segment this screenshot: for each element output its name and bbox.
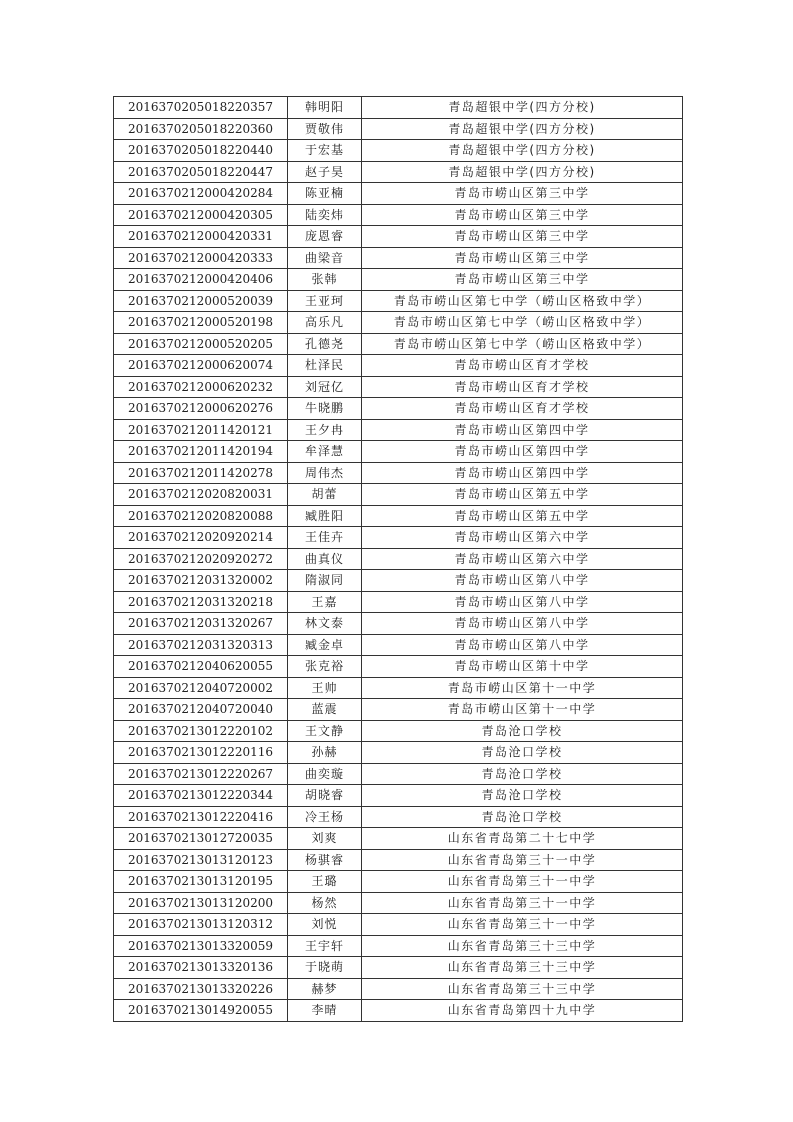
table-row	[114, 398, 683, 420]
registration-number-cell: 2016370213013120195	[114, 871, 288, 893]
school-name-cell: 青岛市崂山区第十一中学	[362, 699, 683, 721]
school-name-cell: 青岛市崂山区第四中学	[362, 419, 683, 441]
roster-body	[114, 97, 683, 1022]
student-name-cell: 王亚珂	[288, 290, 362, 312]
registration-number-cell: 2016370212000420305	[114, 204, 288, 226]
table-row	[114, 462, 683, 484]
school-name-cell: 青岛市崂山区第五中学	[362, 484, 683, 506]
table-row	[114, 140, 683, 162]
table-row	[114, 892, 683, 914]
registration-number-cell: 2016370212000620074	[114, 355, 288, 377]
school-name-cell: 青岛超银中学(四方分校)	[362, 161, 683, 183]
registration-number-cell: 2016370212020920214	[114, 527, 288, 549]
table-row	[114, 333, 683, 355]
table-row	[114, 204, 683, 226]
table-row	[114, 935, 683, 957]
school-name-cell: 青岛市崂山区第三中学	[362, 204, 683, 226]
school-name-cell: 青岛沧口学校	[362, 720, 683, 742]
registration-number-cell: 2016370212011420121	[114, 419, 288, 441]
table-row	[114, 548, 683, 570]
registration-number-cell: 2016370212000520198	[114, 312, 288, 334]
school-name-cell: 山东省青岛第三十三中学	[362, 935, 683, 957]
student-name-cell: 陈亚楠	[288, 183, 362, 205]
student-name-cell: 王夕冉	[288, 419, 362, 441]
student-name-cell: 高乐凡	[288, 312, 362, 334]
registration-number-cell: 2016370212000420331	[114, 226, 288, 248]
registration-number-cell: 2016370212020820031	[114, 484, 288, 506]
table-row	[114, 871, 683, 893]
student-name-cell: 赫梦	[288, 978, 362, 1000]
student-name-cell: 刘冠亿	[288, 376, 362, 398]
registration-number-cell: 2016370212000620232	[114, 376, 288, 398]
school-name-cell: 青岛沧口学校	[362, 742, 683, 764]
student-name-cell: 王帅	[288, 677, 362, 699]
student-name-cell: 李晴	[288, 1000, 362, 1022]
registration-number-cell: 2016370213013320136	[114, 957, 288, 979]
registration-number-cell: 2016370213014920055	[114, 1000, 288, 1022]
student-name-cell: 庞恩睿	[288, 226, 362, 248]
table-row	[114, 591, 683, 613]
registration-number-cell: 2016370213013320059	[114, 935, 288, 957]
school-name-cell: 青岛超银中学(四方分校)	[362, 97, 683, 119]
school-name-cell: 青岛超银中学(四方分校)	[362, 118, 683, 140]
registration-number-cell: 2016370205018220357	[114, 97, 288, 119]
school-name-cell: 山东省青岛第三十一中学	[362, 871, 683, 893]
student-roster-table	[113, 96, 683, 1022]
table-row	[114, 247, 683, 269]
student-name-cell: 林文泰	[288, 613, 362, 635]
table-row	[114, 269, 683, 291]
registration-number-cell: 2016370212000420406	[114, 269, 288, 291]
student-name-cell: 孔德尧	[288, 333, 362, 355]
school-name-cell: 青岛市崂山区第十一中学	[362, 677, 683, 699]
student-name-cell: 张韩	[288, 269, 362, 291]
student-name-cell: 王文静	[288, 720, 362, 742]
student-name-cell: 杨骐睿	[288, 849, 362, 871]
school-name-cell: 山东省青岛第三十三中学	[362, 957, 683, 979]
table-row	[114, 312, 683, 334]
table-row	[114, 763, 683, 785]
table-row	[114, 441, 683, 463]
student-name-cell: 杜泽民	[288, 355, 362, 377]
school-name-cell: 青岛市崂山区第八中学	[362, 634, 683, 656]
student-name-cell: 牟泽慧	[288, 441, 362, 463]
registration-number-cell: 2016370212000420284	[114, 183, 288, 205]
registration-number-cell: 2016370212020820088	[114, 505, 288, 527]
school-name-cell: 青岛市崂山区第三中学	[362, 183, 683, 205]
student-name-cell: 隋淑同	[288, 570, 362, 592]
school-name-cell: 山东省青岛第二十七中学	[362, 828, 683, 850]
table-row	[114, 97, 683, 119]
table-row	[114, 290, 683, 312]
student-name-cell: 王嘉	[288, 591, 362, 613]
table-row	[114, 720, 683, 742]
school-name-cell: 青岛市崂山区第七中学（崂山区格致中学）	[362, 290, 683, 312]
school-name-cell: 青岛市崂山区第八中学	[362, 613, 683, 635]
student-name-cell: 于晓萌	[288, 957, 362, 979]
registration-number-cell: 2016370212000520039	[114, 290, 288, 312]
school-name-cell: 青岛市崂山区第四中学	[362, 441, 683, 463]
school-name-cell: 山东省青岛第三十一中学	[362, 892, 683, 914]
school-name-cell: 山东省青岛第三十一中学	[362, 849, 683, 871]
registration-number-cell: 2016370212011420194	[114, 441, 288, 463]
table-row	[114, 699, 683, 721]
student-name-cell: 臧胜阳	[288, 505, 362, 527]
registration-number-cell: 2016370213013120312	[114, 914, 288, 936]
registration-number-cell: 2016370205018220360	[114, 118, 288, 140]
school-name-cell: 青岛市崂山区第八中学	[362, 570, 683, 592]
registration-number-cell: 2016370213012220344	[114, 785, 288, 807]
registration-number-cell: 2016370212020920272	[114, 548, 288, 570]
registration-number-cell: 2016370213012220116	[114, 742, 288, 764]
student-name-cell: 周伟杰	[288, 462, 362, 484]
table-row	[114, 656, 683, 678]
registration-number-cell: 2016370213013120200	[114, 892, 288, 914]
table-row	[114, 183, 683, 205]
school-name-cell: 青岛市崂山区第六中学	[362, 527, 683, 549]
table-row	[114, 527, 683, 549]
school-name-cell: 青岛市崂山区育才学校	[362, 398, 683, 420]
table-row	[114, 978, 683, 1000]
table-row	[114, 570, 683, 592]
registration-number-cell: 2016370212031320313	[114, 634, 288, 656]
school-name-cell: 青岛市崂山区第十中学	[362, 656, 683, 678]
school-name-cell: 山东省青岛第三十一中学	[362, 914, 683, 936]
registration-number-cell: 2016370213012220416	[114, 806, 288, 828]
student-name-cell: 赵子昊	[288, 161, 362, 183]
school-name-cell: 青岛超银中学(四方分校)	[362, 140, 683, 162]
registration-number-cell: 2016370205018220440	[114, 140, 288, 162]
school-name-cell: 青岛沧口学校	[362, 785, 683, 807]
table-row	[114, 828, 683, 850]
student-name-cell: 刘悦	[288, 914, 362, 936]
registration-number-cell: 2016370213012720035	[114, 828, 288, 850]
table-row	[114, 914, 683, 936]
school-name-cell: 青岛市崂山区第八中学	[362, 591, 683, 613]
school-name-cell: 青岛沧口学校	[362, 806, 683, 828]
table-row	[114, 355, 683, 377]
table-row	[114, 742, 683, 764]
table-row	[114, 634, 683, 656]
registration-number-cell: 2016370205018220447	[114, 161, 288, 183]
school-name-cell: 青岛市崂山区第六中学	[362, 548, 683, 570]
student-name-cell: 曲梁音	[288, 247, 362, 269]
table-row	[114, 785, 683, 807]
registration-number-cell: 2016370213013320226	[114, 978, 288, 1000]
table-row	[114, 957, 683, 979]
school-name-cell: 青岛市崂山区第三中学	[362, 269, 683, 291]
registration-number-cell: 2016370212031320218	[114, 591, 288, 613]
table-row	[114, 806, 683, 828]
school-name-cell: 山东省青岛第四十九中学	[362, 1000, 683, 1022]
table-row	[114, 118, 683, 140]
table-row	[114, 1000, 683, 1022]
student-name-cell: 王璐	[288, 871, 362, 893]
student-name-cell: 孙赫	[288, 742, 362, 764]
table-row	[114, 613, 683, 635]
table-row	[114, 376, 683, 398]
registration-number-cell: 2016370213012220267	[114, 763, 288, 785]
student-name-cell: 于宏基	[288, 140, 362, 162]
student-name-cell: 臧金卓	[288, 634, 362, 656]
table-row	[114, 505, 683, 527]
school-name-cell: 青岛市崂山区第七中学（崂山区格致中学）	[362, 333, 683, 355]
registration-number-cell: 2016370212040620055	[114, 656, 288, 678]
school-name-cell: 青岛市崂山区第三中学	[362, 226, 683, 248]
school-name-cell: 山东省青岛第三十三中学	[362, 978, 683, 1000]
student-name-cell: 贾敬伟	[288, 118, 362, 140]
registration-number-cell: 2016370212000620276	[114, 398, 288, 420]
school-name-cell: 青岛市崂山区第三中学	[362, 247, 683, 269]
school-name-cell: 青岛沧口学校	[362, 763, 683, 785]
registration-number-cell: 2016370213012220102	[114, 720, 288, 742]
school-name-cell: 青岛市崂山区第七中学（崂山区格致中学）	[362, 312, 683, 334]
registration-number-cell: 2016370212031320267	[114, 613, 288, 635]
school-name-cell: 青岛市崂山区育才学校	[362, 355, 683, 377]
registration-number-cell: 2016370212040720002	[114, 677, 288, 699]
student-name-cell: 蓝震	[288, 699, 362, 721]
table-row	[114, 161, 683, 183]
table-row	[114, 419, 683, 441]
table-row	[114, 484, 683, 506]
student-name-cell: 张克裕	[288, 656, 362, 678]
student-name-cell: 王佳卉	[288, 527, 362, 549]
student-name-cell: 曲真仪	[288, 548, 362, 570]
registration-number-cell: 2016370212000520205	[114, 333, 288, 355]
student-name-cell: 胡晓睿	[288, 785, 362, 807]
registration-number-cell: 2016370212031320002	[114, 570, 288, 592]
student-name-cell: 王宇轩	[288, 935, 362, 957]
student-name-cell: 曲奕璇	[288, 763, 362, 785]
student-name-cell: 刘爽	[288, 828, 362, 850]
table-row	[114, 226, 683, 248]
student-name-cell: 陆奕炜	[288, 204, 362, 226]
student-name-cell: 牛晓鹏	[288, 398, 362, 420]
school-name-cell: 青岛市崂山区第四中学	[362, 462, 683, 484]
registration-number-cell: 2016370212040720040	[114, 699, 288, 721]
registration-number-cell: 2016370212011420278	[114, 462, 288, 484]
school-name-cell: 青岛市崂山区第五中学	[362, 505, 683, 527]
table-row	[114, 677, 683, 699]
student-name-cell: 韩明阳	[288, 97, 362, 119]
registration-number-cell: 2016370213013120123	[114, 849, 288, 871]
student-name-cell: 胡蕾	[288, 484, 362, 506]
school-name-cell: 青岛市崂山区育才学校	[362, 376, 683, 398]
student-name-cell: 冷王杨	[288, 806, 362, 828]
registration-number-cell: 2016370212000420333	[114, 247, 288, 269]
student-name-cell: 杨然	[288, 892, 362, 914]
table-row	[114, 849, 683, 871]
